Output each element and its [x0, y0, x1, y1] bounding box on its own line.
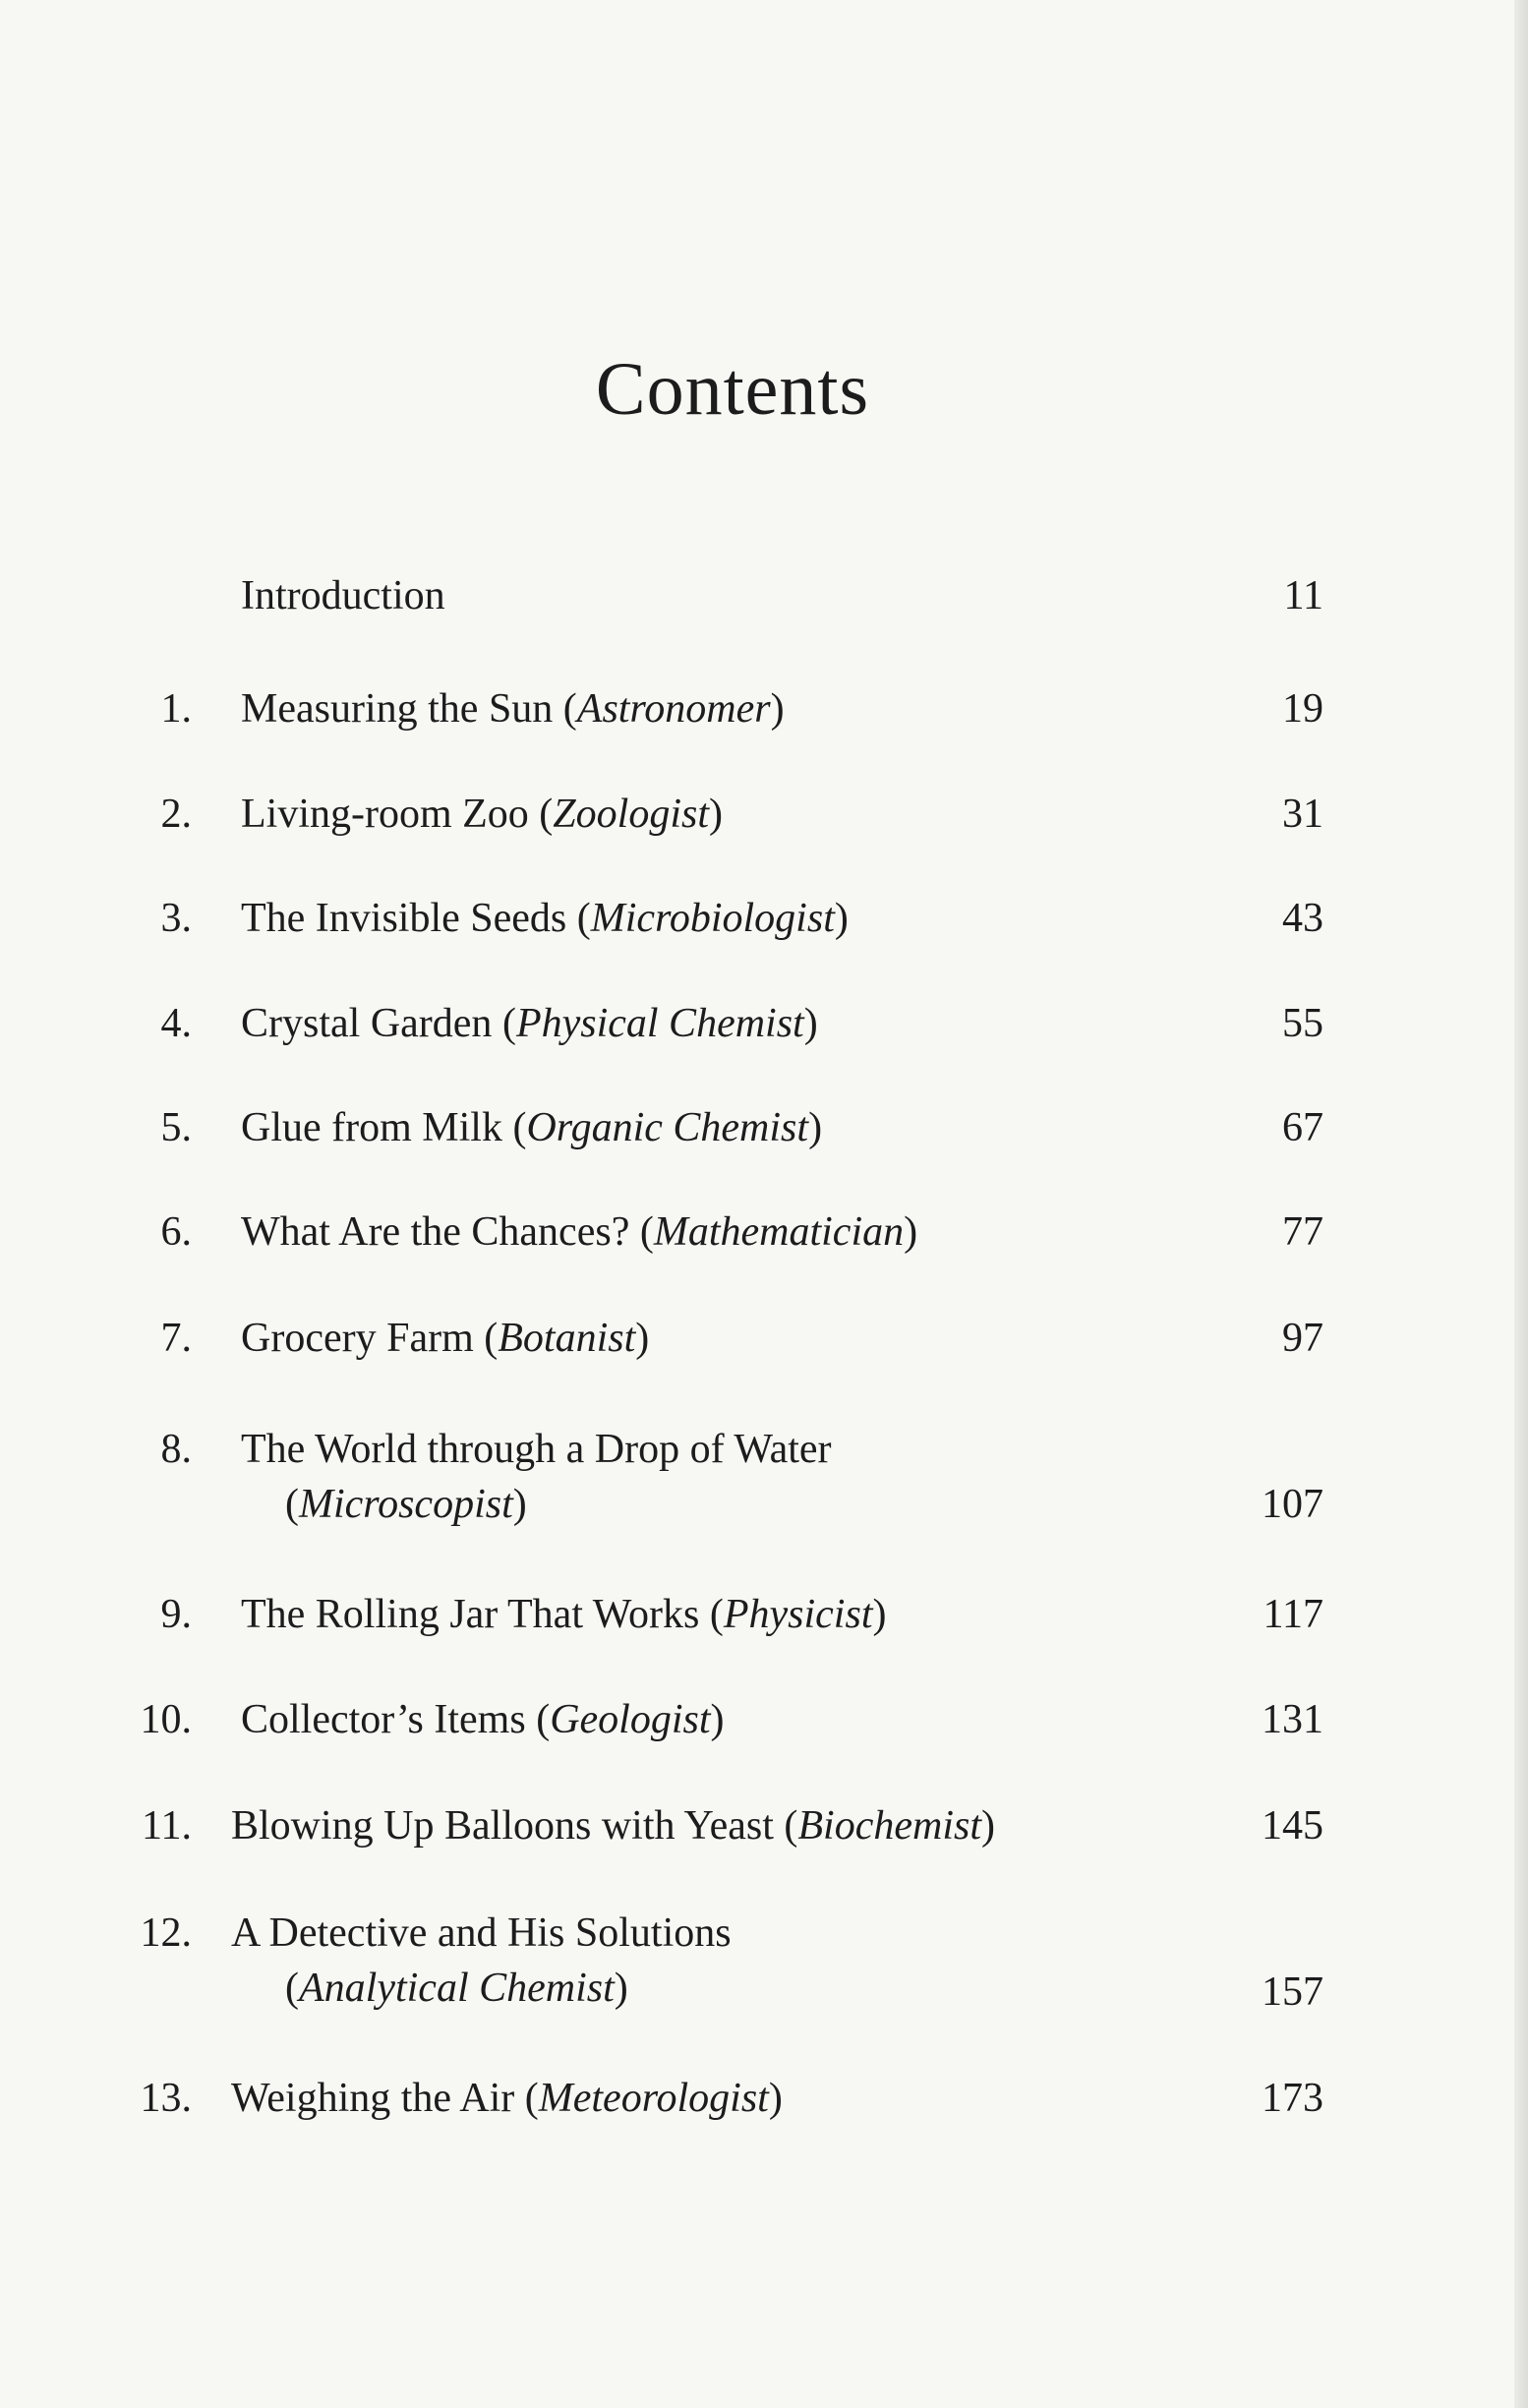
- entry-role: Mathematician: [653, 1209, 905, 1255]
- entry-role: Microscopist: [299, 1482, 513, 1527]
- entry-number: 6.: [160, 1209, 192, 1255]
- entry-title: The Rolling Jar That Works: [241, 1592, 700, 1637]
- entry-title-line: What Are the Chances? (Mathematician): [241, 1209, 918, 1255]
- entry-title-line: Weighing the Air (Meteorologist): [231, 2076, 783, 2121]
- entry-page: 173: [1262, 2076, 1323, 2121]
- entry-title-line: Blowing Up Balloons with Yeast (Biochemist): [231, 1803, 996, 1849]
- entry-number: 11.: [142, 1803, 192, 1849]
- entry-title-line: The Invisible Seeds (Microbiologist): [241, 896, 849, 941]
- entry-role: Analytical Chemist: [299, 1966, 615, 2011]
- entry-title-line: The Rolling Jar That Works (Physicist): [241, 1592, 887, 1637]
- entry-number: 3.: [160, 896, 192, 941]
- entry-title: What Are the Chances?: [241, 1209, 630, 1255]
- entry-title: Blowing Up Balloons with Yeast: [231, 1803, 774, 1849]
- entry-page: 117: [1263, 1592, 1323, 1637]
- entry-role: Microbiologist: [590, 896, 835, 941]
- entry-role: Meteorologist: [538, 2076, 769, 2121]
- entry-number: 13.: [140, 2076, 192, 2121]
- entry-page: 55: [1282, 1001, 1323, 1046]
- entry-role: Geologist: [550, 1697, 711, 1742]
- entry-page: 43: [1282, 896, 1323, 941]
- entry-role: Physical Chemist: [515, 1001, 804, 1046]
- entry-number: 4.: [160, 1001, 192, 1046]
- entry-number: 7.: [160, 1316, 192, 1361]
- entry-role: Organic Chemist: [526, 1105, 809, 1150]
- entry-page: 19: [1282, 686, 1323, 732]
- entry-title-line: Living-room Zoo (Zoologist): [241, 792, 724, 837]
- entry-title-line: Crystal Garden (Physical Chemist): [241, 1001, 818, 1046]
- entry-number: 9.: [160, 1592, 192, 1637]
- entry-role: Zoologist: [553, 792, 710, 837]
- page-title: Contents: [595, 348, 870, 431]
- entry-role: Astronomer: [576, 686, 771, 732]
- entry-title: Grocery Farm: [241, 1316, 474, 1361]
- entry-role: Botanist: [498, 1316, 636, 1361]
- entry-number: 8.: [160, 1427, 192, 1472]
- entry-title: Crystal Garden: [241, 1001, 493, 1046]
- entry-title: The Invisible Seeds: [241, 896, 567, 941]
- entry-title: Collector’s Items: [241, 1697, 526, 1742]
- page-edge-shadow: [1514, 0, 1528, 2408]
- entry-role-line: (Analytical Chemist): [285, 1966, 628, 2011]
- entry-title: Living-room Zoo: [241, 792, 529, 837]
- entry-page: 107: [1262, 1482, 1323, 1527]
- entry-title: A Detective and His Solutions: [231, 1910, 732, 1956]
- entry-page: 145: [1262, 1803, 1323, 1849]
- entry-number: 12.: [140, 1910, 192, 1956]
- entry-number: 5.: [160, 1105, 192, 1150]
- entry-role: Biochemist: [797, 1803, 982, 1849]
- entry-number: 1.: [160, 686, 192, 732]
- entry-title: The World through a Drop of Water: [241, 1427, 832, 1472]
- entry-number: 10.: [140, 1697, 192, 1742]
- entry-title-line: Glue from Milk (Organic Chemist): [241, 1105, 823, 1150]
- entry-page: 31: [1282, 792, 1323, 837]
- entry-title: Measuring the Sun: [241, 686, 554, 732]
- entry-role-line: (Microscopist): [285, 1482, 527, 1527]
- entry-page: 67: [1282, 1105, 1323, 1150]
- entry-page: 97: [1282, 1316, 1323, 1361]
- entry-page: 157: [1262, 1969, 1323, 2015]
- entry-title: Glue from Milk: [241, 1105, 502, 1150]
- entry-role: Physicist: [723, 1592, 873, 1637]
- entry-page: 131: [1262, 1697, 1323, 1742]
- entry-title: Weighing the Air: [231, 2076, 515, 2121]
- entry-page: 77: [1282, 1209, 1323, 1255]
- entry-title-line: Collector’s Items (Geologist): [241, 1697, 725, 1742]
- entry-page: 11: [1283, 573, 1323, 618]
- entry-number: 2.: [160, 792, 192, 837]
- entry-title-line: Grocery Farm (Botanist): [241, 1316, 650, 1361]
- entry-title-line: Measuring the Sun (Astronomer): [241, 686, 785, 732]
- entry-title: Introduction: [241, 573, 445, 618]
